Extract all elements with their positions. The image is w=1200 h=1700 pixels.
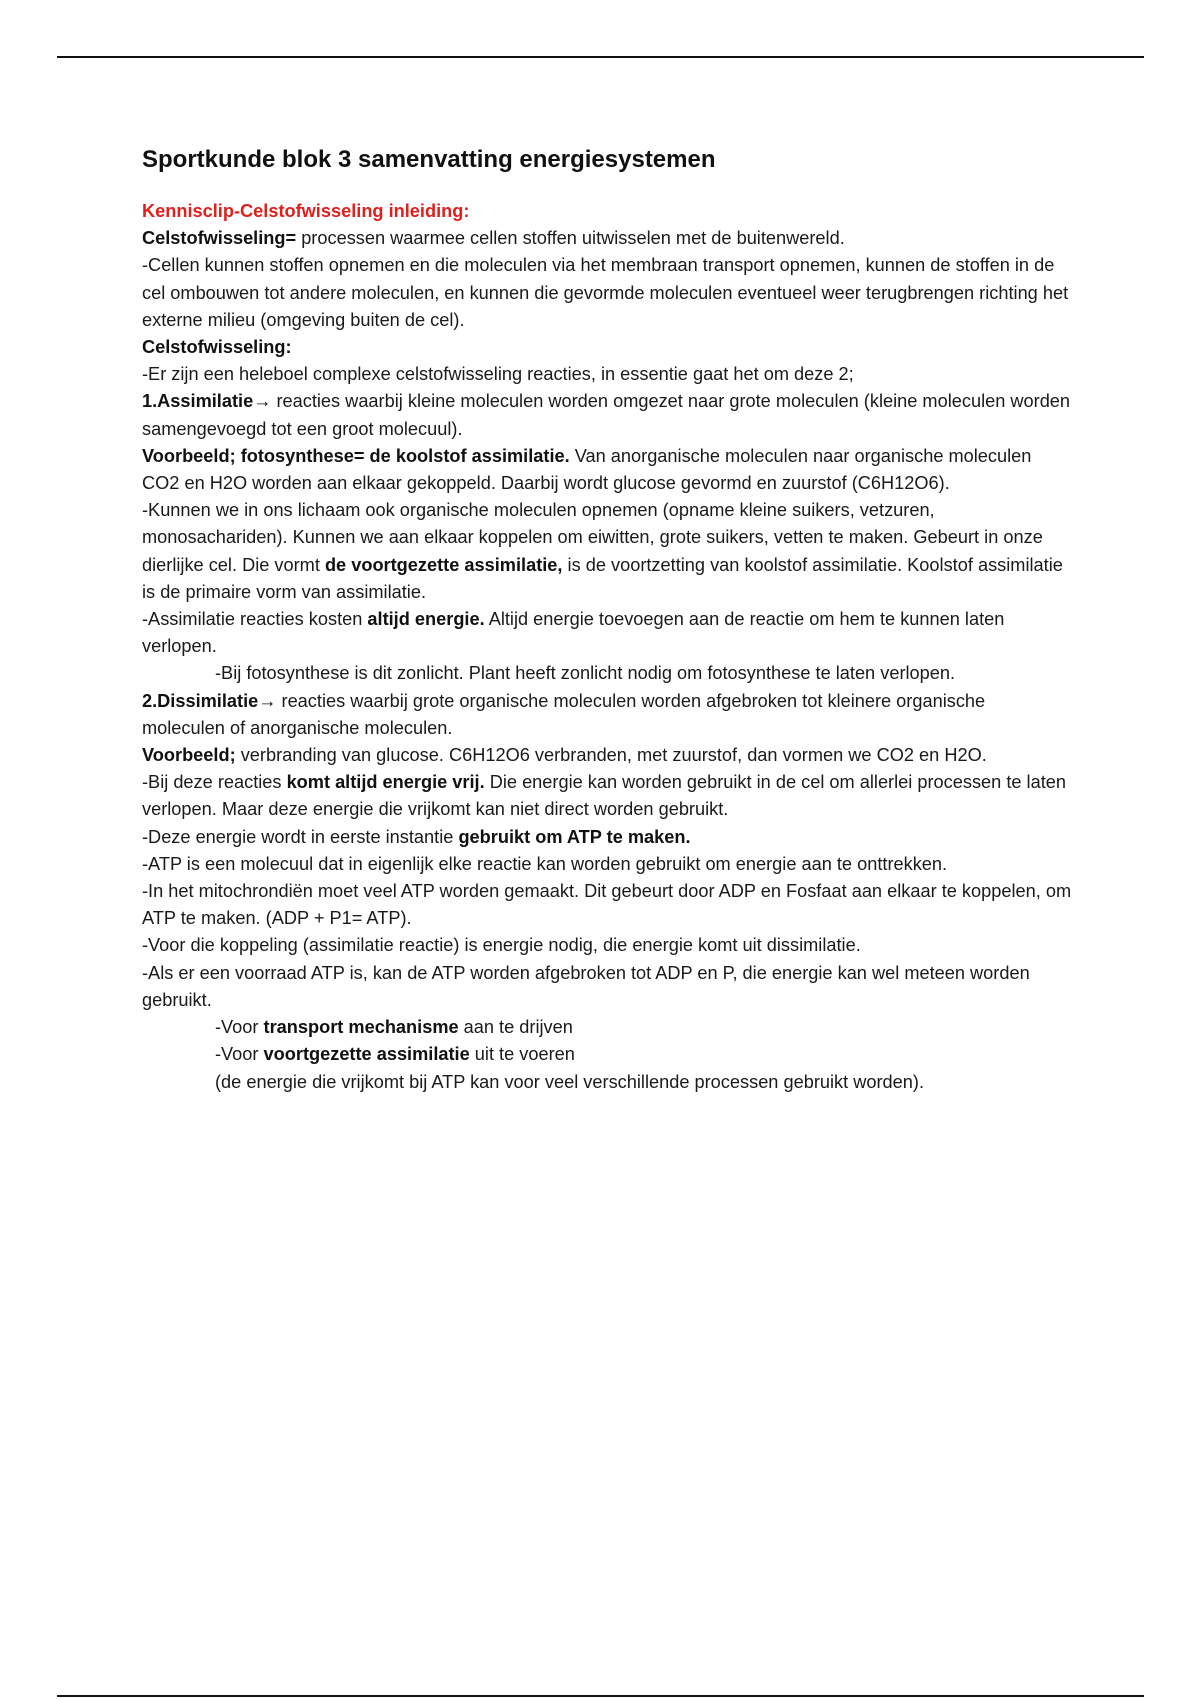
paragraph: [142, 388, 1072, 442]
text: -Voor die koppeling (assimilatie reactie) is energie nodig, die energie komt uit dissimilatie.: [142, 935, 861, 956]
bold-text: Celstofwisseling=: [142, 228, 297, 249]
footer-rule: [57, 1695, 1144, 1697]
paragraph: [142, 252, 1072, 334]
text: Van anorganische moleculen naar organische moleculen CO2 en H2O worden aan elkaar gekoppeld. Daarbij wordt glucose gevormd en zuurstof (C6H12O6).: [142, 445, 1032, 494]
text: aan te drijven: [458, 1017, 573, 1038]
bold-text: 1.Assimilatie→: [142, 391, 272, 412]
paragraph: [142, 334, 1072, 361]
paragraph: [142, 497, 1072, 606]
document-title: Sportkunde blok 3 samenvatting energiesystemen: [142, 146, 716, 173]
bold-text: voortgezette assimilatie: [263, 1044, 470, 1065]
text: -Voor: [215, 1017, 264, 1038]
document-body: [142, 225, 1072, 1096]
paragraph: [142, 225, 1072, 252]
text: -Bij deze reacties: [142, 772, 287, 793]
bold-text: Voorbeeld;: [142, 745, 236, 766]
text: -ATP is een molecuul dat in eigenlijk elke reactie kan worden gebruikt om energie aan te onttrekken.: [142, 853, 948, 874]
paragraph: [142, 443, 1072, 497]
text: reacties waarbij kleine moleculen worden omgezet naar grote moleculen (kleine moleculen worden samengevoegd tot een groot molecuul).: [142, 391, 1071, 439]
bold-text: altijd energie.: [367, 609, 485, 630]
text: -Kunnen we in ons lichaam ook organische moleculen opnemen (opname kleine suikers, vetzuren, monosachariden). Kunnen we aan elkaar koppelen om eiwitten, grote suikers, vetten te maken. Gebeurt in onze dierlijke cel. Die vormt: [142, 500, 1043, 575]
text: -Er zijn een heleboel complexe celstofwisseling reacties, in essentie gaat het om deze 2;: [142, 364, 854, 385]
text: uit te voeren: [469, 1044, 575, 1065]
text: -Assimilatie reacties kosten: [142, 609, 368, 630]
bold-text: 2.Dissimilatie→: [142, 690, 277, 711]
text: reacties waarbij grote organische moleculen worden afgebroken tot kleinere organische moleculen of anorganische moleculen.: [142, 690, 986, 738]
document-page: [142, 130, 1072, 1096]
header-rule: [57, 56, 1144, 58]
paragraph: [142, 1014, 1072, 1041]
paragraph: [142, 742, 1072, 769]
text: -Voor: [215, 1044, 264, 1065]
bold-text: gebruikt om ATP te maken.: [458, 826, 691, 847]
paragraph: [142, 606, 1072, 660]
text: -Bij fotosynthese is dit zonlicht. Plant heeft zonlicht nodig om fotosynthese te laten verlopen.: [215, 663, 956, 684]
bold-text: de voortgezette assimilatie,: [324, 554, 563, 575]
paragraph: [142, 361, 1072, 388]
text: Altijd energie toevoegen aan de reactie om hem te kunnen laten verlopen.: [142, 609, 1005, 657]
text: is de voortzetting van koolstof assimilatie. Koolstof assimilatie is de primaire vorm van assimilatie.: [142, 554, 1063, 602]
text: -Cellen kunnen stoffen opnemen en die moleculen via het membraan transport opnemen, kunnen de stoffen in de cel ombouwen tot andere moleculen, en kunnen die gevormde moleculen eventueel weer terugbrengen richting het externe milieu (omgeving buiten de cel).: [142, 255, 1069, 330]
section-heading: Kennisclip-Celstofwisseling inleiding:: [142, 201, 470, 221]
paragraph: [142, 851, 1072, 878]
paragraph: [142, 769, 1072, 823]
text: (de energie die vrijkomt bij ATP kan voor veel verschillende processen gebruikt worden).: [215, 1071, 924, 1092]
paragraph: [142, 1069, 1072, 1096]
paragraph: [142, 878, 1072, 932]
paragraph: [142, 1041, 1072, 1068]
text: processen waarmee cellen stoffen uitwisselen met de buitenwereld.: [296, 228, 845, 249]
paragraph: [142, 932, 1072, 959]
text: -Deze energie wordt in eerste instantie: [142, 826, 459, 847]
paragraph: [142, 660, 1072, 687]
paragraph: [142, 824, 1072, 851]
paragraph: [142, 688, 1072, 742]
text: -In het mitochrondiën moet veel ATP worden gemaakt. Dit gebeurt door ADP en Fosfaat aan elkaar te koppelen, om ATP te maken. (ADP + P1= ATP).: [142, 881, 1072, 929]
text: Die energie kan worden gebruikt in de cel om allerlei processen te laten verlopen. Maar deze energie die vrijkomt kan niet direct worden gebruikt.: [142, 772, 1066, 820]
bold-text: Celstofwisseling:: [142, 337, 292, 358]
paragraph: [142, 960, 1072, 1014]
bold-text: Voorbeeld; fotosynthese= de koolstof assimilatie.: [142, 445, 570, 466]
bold-text: transport mechanisme: [263, 1017, 459, 1038]
text: -Als er een voorraad ATP is, kan de ATP worden afgebroken tot ADP en P, die energie kan wel meteen worden gebruikt.: [142, 962, 1030, 1010]
bold-text: komt altijd energie vrij.: [286, 772, 485, 793]
text: verbranding van glucose. C6H12O6 verbranden, met zuurstof, dan vormen we CO2 en H2O.: [235, 745, 987, 766]
